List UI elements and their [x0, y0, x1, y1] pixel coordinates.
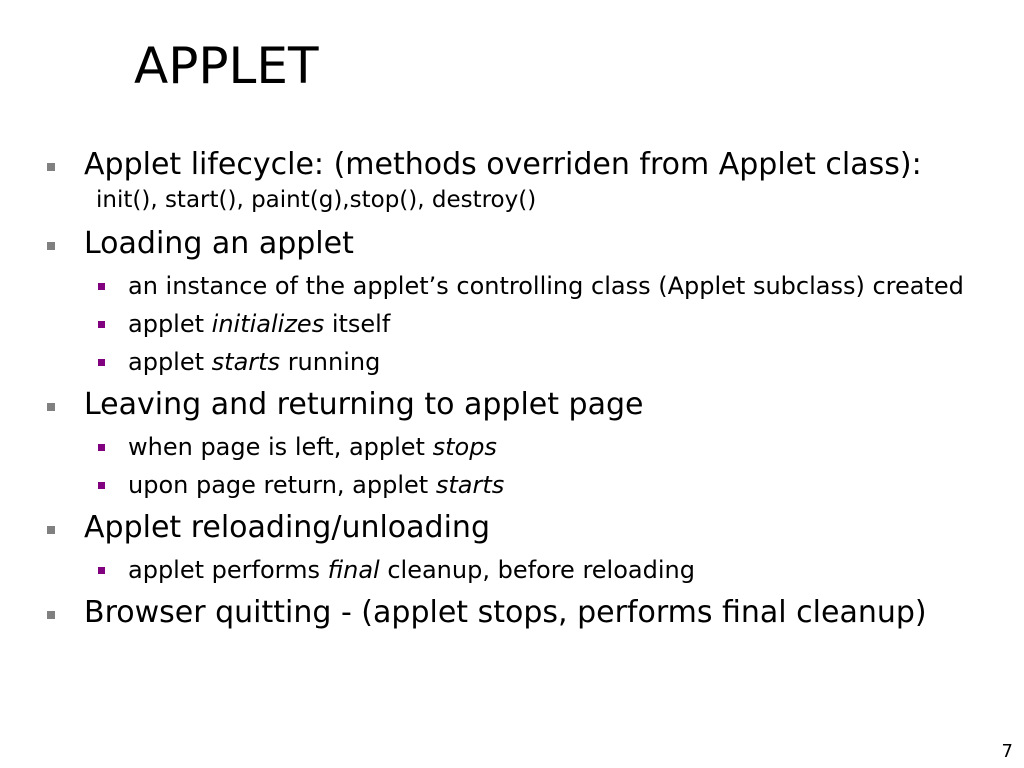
- purple-square-bullet-icon: [98, 321, 105, 328]
- purple-square-bullet-icon: [98, 482, 105, 489]
- slide-title: APPLET: [134, 37, 319, 95]
- bullet-list: [0, 146, 1024, 640]
- emphasis-text: stops: [432, 433, 497, 461]
- square-bullet-icon: [47, 242, 55, 250]
- sub-bullet-initializes: [0, 309, 1024, 339]
- sub-bullet-text-start: upon page return, applet: [128, 471, 436, 499]
- purple-square-bullet-icon: [98, 359, 105, 366]
- bullet-item-lifecycle: [0, 146, 1024, 183]
- bullet-item-leaving-returning: [0, 386, 1024, 423]
- emphasis-text: starts: [435, 471, 505, 499]
- sub-bullet-text-start: when page is left, applet: [128, 433, 433, 461]
- bullet-text: Loading an applet: [84, 226, 354, 261]
- bullet-item-browser-quitting: [0, 594, 1024, 631]
- sub-bullet-page-return: [0, 470, 1024, 500]
- purple-square-bullet-icon: [98, 567, 105, 574]
- sub-bullet-starts-running: [0, 347, 1024, 377]
- bullet-text: Leaving and returning to applet page: [84, 387, 644, 422]
- sub-bullet-text-end: cleanup, before reloading: [379, 556, 695, 584]
- emphasis-text: starts: [211, 348, 281, 376]
- sub-bullet-instance: [0, 271, 1024, 301]
- emphasis-text: final: [327, 556, 380, 584]
- bullet-text: Applet lifecycle: (methods overriden from Applet class):: [84, 147, 922, 182]
- square-bullet-icon: [47, 403, 55, 411]
- sub-bullet-text-start: applet performs: [128, 556, 328, 584]
- square-bullet-icon: [47, 163, 55, 171]
- sub-bullet-text-end: itself: [324, 310, 391, 338]
- bullet-item-loading: [0, 225, 1024, 262]
- sub-bullet-text-start: applet: [128, 310, 212, 338]
- bullet-item-reloading: [0, 509, 1024, 546]
- purple-square-bullet-icon: [98, 283, 105, 290]
- sub-bullet-page-left: [0, 432, 1024, 462]
- sub-bullet-text-end: running: [280, 348, 381, 376]
- purple-square-bullet-icon: [98, 444, 105, 451]
- square-bullet-icon: [47, 526, 55, 534]
- sub-bullet-text: an instance of the applet’s controlling class (Applet subclass) created: [128, 272, 964, 300]
- bullet-text: Browser quitting - (applet stops, performs final cleanup): [84, 595, 927, 630]
- sub-bullet-text-start: applet: [128, 348, 212, 376]
- emphasis-text: initializes: [211, 310, 325, 338]
- bullet-text: Applet reloading/unloading: [84, 510, 490, 545]
- square-bullet-icon: [47, 611, 55, 619]
- sub-bullet-final-cleanup: [0, 555, 1024, 585]
- page-number: 7: [1001, 741, 1013, 762]
- lifecycle-methods: init(), start(), paint(g),stop(), destroy(): [96, 187, 537, 213]
